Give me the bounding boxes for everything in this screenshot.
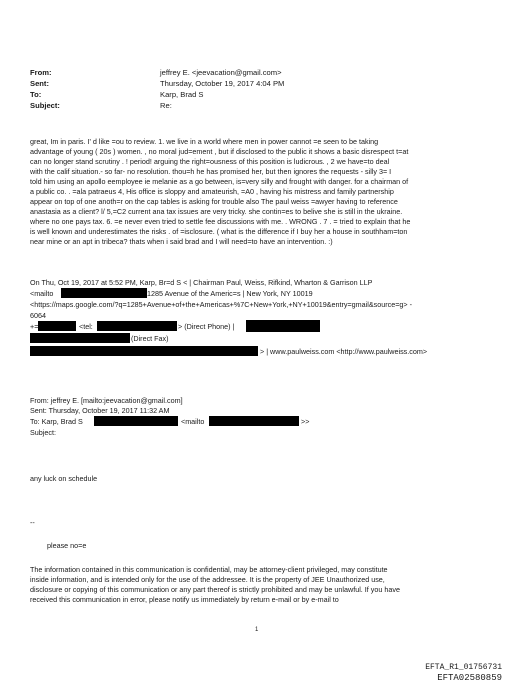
page-number: 1 xyxy=(255,627,259,633)
disclaimer-line: disclosure or copying of this communication or any part thereof is strictly prohibited and may be unlawful. If you have xyxy=(30,585,400,594)
body-line: where no one pays tax. 6. =e never even tried to settle fee discussions with me. . WRONG . 7 . = tried to explain that he xyxy=(30,217,411,226)
redaction-box xyxy=(30,346,258,356)
quote-subject-line: Subject: xyxy=(30,428,56,437)
quote-to-mailto: <mailto xyxy=(181,417,205,426)
redaction-box xyxy=(97,321,177,331)
body-line: with the calif situation.- so far- no resolution. thou=h he has promised her, but then ignores the requests - silly 3= I xyxy=(30,167,392,176)
redaction-box xyxy=(38,321,76,331)
website-link[interactable]: > | www.paulweiss.com <http://www.paulweiss.com> xyxy=(260,347,428,356)
body-line: great, Im in paris. I' d like =ou to review. 1. we live in a world where men in power cannot =e seen to be taking xyxy=(30,137,379,146)
bates-number-primary: EFTA_R1_01756731 xyxy=(425,663,502,672)
body-line: advantage of young ( 20s ) women. , no moral jud=ement , but if disclosed to the public it shows a basic disrespect t=at xyxy=(30,147,409,156)
redaction-box xyxy=(209,416,299,426)
body-line: anastasia as a client? l/ 5,=C2 current ana tax issues are very tricky. she contin=es to belive she is still in the ukraine. xyxy=(30,207,403,216)
body-line: appear on top of one anoth=r on the cap tables is asking for trouble also The paul weiss =awyer having to reference xyxy=(30,197,398,206)
please-note-text: please no=e xyxy=(47,541,87,550)
redaction-box xyxy=(94,416,178,426)
body-line: can no longer stand scrutiny . ! period! arguing the right=ousness of this position is ludicrous. , 2 we have=to deal xyxy=(30,157,390,166)
disclaimer-line: The information contained in this communication is confidential, may be attorney-client privileged, may constitute xyxy=(30,565,388,574)
sent-value: Thursday, October 19, 2017 4:04 PM xyxy=(160,79,285,88)
quote-from-line: From: jeffrey E. [mailto:jeevacation@gmail.com] xyxy=(30,396,183,405)
from-value: jeffrey E. <jeevacation@gmail.com> xyxy=(160,68,282,77)
body-line: a public co. . =ala patraeus 4, His office is sloppy and amateurish, =A0 , having his mistress and family partnership xyxy=(30,187,394,196)
tel-prefix: <tel: xyxy=(79,322,93,331)
disclaimer-line: inside information, and is intended only for the use of the addressee. It is the property of JEE Unauthorized use, xyxy=(30,575,385,584)
maps-link[interactable]: <https://maps.google.com/?q=1285+Avenue+of+the+Americas+%7C+New+York,+NY+10019&entry=gmail&source=g> - xyxy=(30,300,412,309)
to-value: Karp, Brad S xyxy=(160,90,204,99)
quote-sent-line: Sent: Thursday, October 19, 2017 11:32 AM xyxy=(30,406,170,415)
body-line: near mine or an apt in tribeca? thats when i said brad and I will need=to have an intervention. :) xyxy=(30,237,333,246)
redaction-box xyxy=(61,288,147,298)
disclaimer-line: received this communication in error, please notify us immediately by return e-mail or by e-mail to xyxy=(30,595,339,604)
subject-label: Subject: xyxy=(30,101,60,110)
subject-value: Re: xyxy=(160,101,172,110)
redaction-box xyxy=(246,320,320,332)
redaction-box xyxy=(30,333,130,343)
zip-tail: 6064 xyxy=(30,311,46,320)
quote-to-prefix: To: Karp, Brad S xyxy=(30,417,83,426)
quote-intro-line: On Thu, Oct 19, 2017 at 5:52 PM, Karp, Br=d S < | Chairman Paul, Weiss, Rifkind, Wharton & Garrison LLP xyxy=(30,278,373,287)
quote-to-suffix: >> xyxy=(301,417,310,426)
direct-fax-label: (Direct Fax) xyxy=(131,334,169,343)
to-label: To: xyxy=(30,90,42,99)
signature-dashes: -- xyxy=(30,518,35,527)
bates-number-secondary: EFTA02580859 xyxy=(437,673,502,683)
plus-sign: += xyxy=(30,322,39,331)
direct-phone-label: > (Direct Phone) | xyxy=(178,322,235,331)
original-message-body: any luck on schedule xyxy=(30,474,98,483)
mailto-prefix: <mailto xyxy=(30,289,54,298)
body-line: is well known and underestimates the risks . of =isclosure. ( what is the difference if I buy her a house in southham=ton xyxy=(30,227,408,236)
from-label: From: xyxy=(30,68,52,77)
body-line: told him using an apollo eemployee ie melanie as a go between, is=very silly and frought with danger. for a chairman of xyxy=(30,177,409,186)
sent-label: Sent: xyxy=(30,79,49,88)
signature-address: 1285 Avenue of the Americ=s | New York, NY 10019 xyxy=(147,289,313,298)
